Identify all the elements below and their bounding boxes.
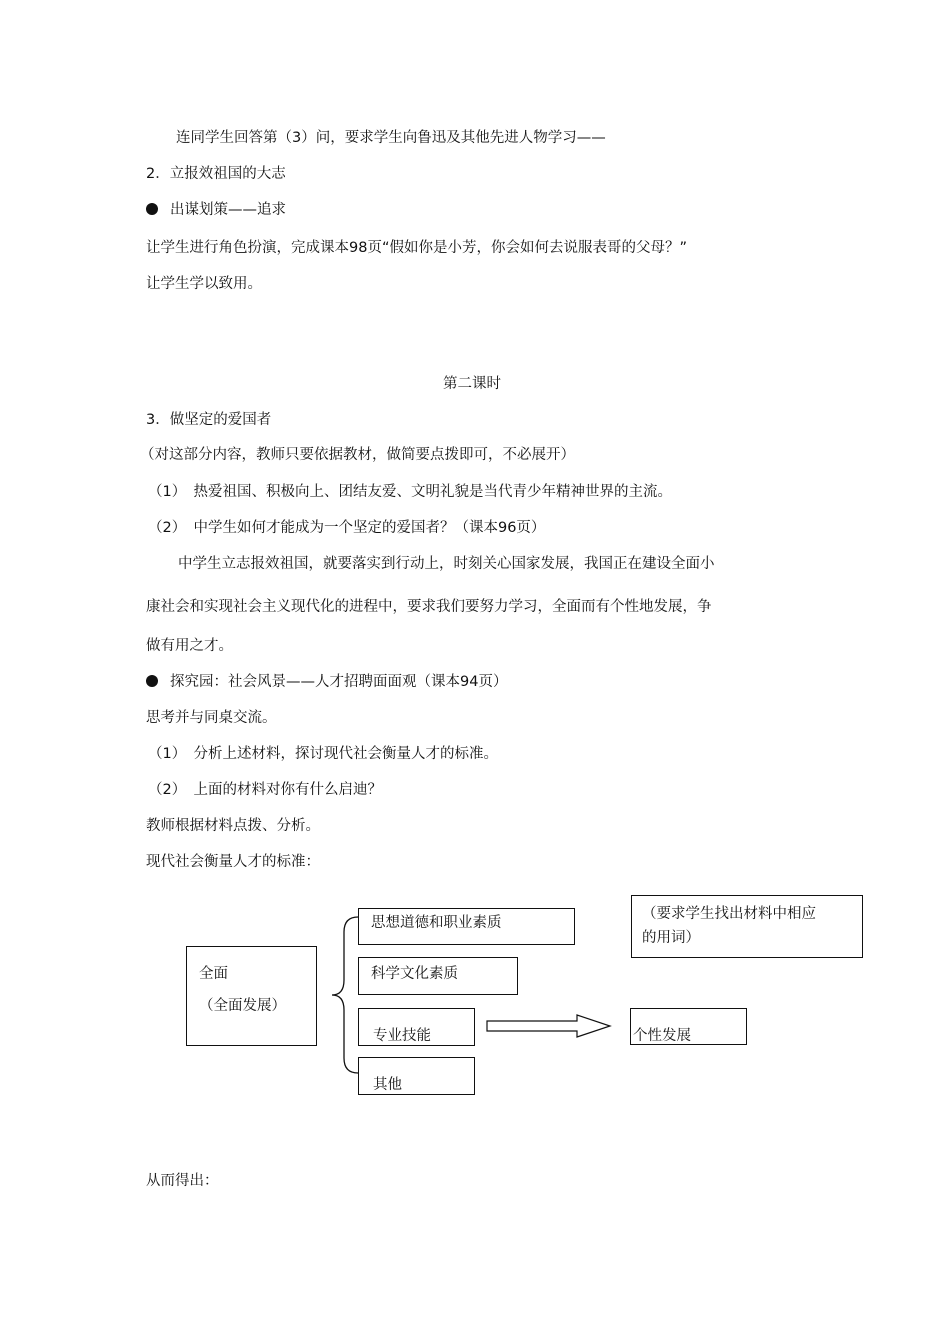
brace-connector [332,917,358,1073]
heading-2: 2．立报效祖国的大志 [146,166,286,182]
bullet-item-1 [146,200,286,220]
paragraph-10c: 做有用之才。 [146,638,233,654]
paragraph-10a: 中学生立志报效祖国，就要落实到行动上，时刻关心国家发展，我国正在建设全面小 [178,556,715,572]
bullet-text: 探究园：社会风景——人才招聘面面观（课本94页） [170,674,508,690]
bullet-text: 出谋划策——追求 [170,202,286,218]
section-title: 第二课时 [443,376,501,392]
paragraph-7: （对这部分内容，教师只要依据教材，做简要点拨即可，不必展开） [140,447,575,463]
paragraph-1: 连同学生回答第（3）问，要求学生向鲁迅及其他先进人物学习—— [176,130,606,146]
branch-box-4: 其他 [358,1057,475,1095]
heading-3: 3．做坚定的爱国者 [146,412,272,428]
main-box-subtitle: （全面发展） [199,998,286,1014]
branch-box-3: 专业技能 [358,1008,475,1046]
bullet-icon [146,675,158,687]
paragraph-17: 从而得出： [146,1173,219,1189]
note-line-2: 的用词） [642,930,700,946]
paragraph-12: 思考并与同桌交流。 [146,710,277,726]
list-item-2: （2） 中学生如何才能成为一个坚定的爱国者？（课本96页） [148,520,546,536]
bullet-item-2 [146,672,507,692]
list-item-3: （1） 分析上述材料，探讨现代社会衡量人才的标准。 [148,746,498,762]
list-item-1: （1） 热爱祖国、积极向上、团结友爱、文明礼貌是当代青少年精神世界的主流。 [148,484,672,500]
paragraph-4: 让学生进行角色扮演，完成课本98页“假如你是小芳，你会如何去说服表哥的父母？” [146,240,687,256]
paragraph-10b: 康社会和实现社会主义现代化的进程中，要求我们要努力学习，全面而有个性地发展，争 [146,599,712,615]
right-arrow-icon [487,1015,610,1037]
paragraph-16: 现代社会衡量人才的标准： [146,854,320,870]
branch-box-1: 思想道德和职业素质 [358,908,575,945]
note-box [631,895,863,958]
main-box-title: 全面 [199,966,228,982]
bullet-icon [146,203,158,215]
result-box: 个性发展 [630,1008,747,1045]
note-line-1: （要求学生找出材料中相应 [642,906,816,922]
list-item-4: （2） 上面的材料对你有什么启迪？ [148,782,382,798]
branch-box-2: 科学文化素质 [358,957,518,995]
paragraph-15: 教师根据材料点拨、分析。 [146,818,320,834]
paragraph-5: 让学生学以致用。 [146,276,262,292]
main-box [186,946,317,1046]
